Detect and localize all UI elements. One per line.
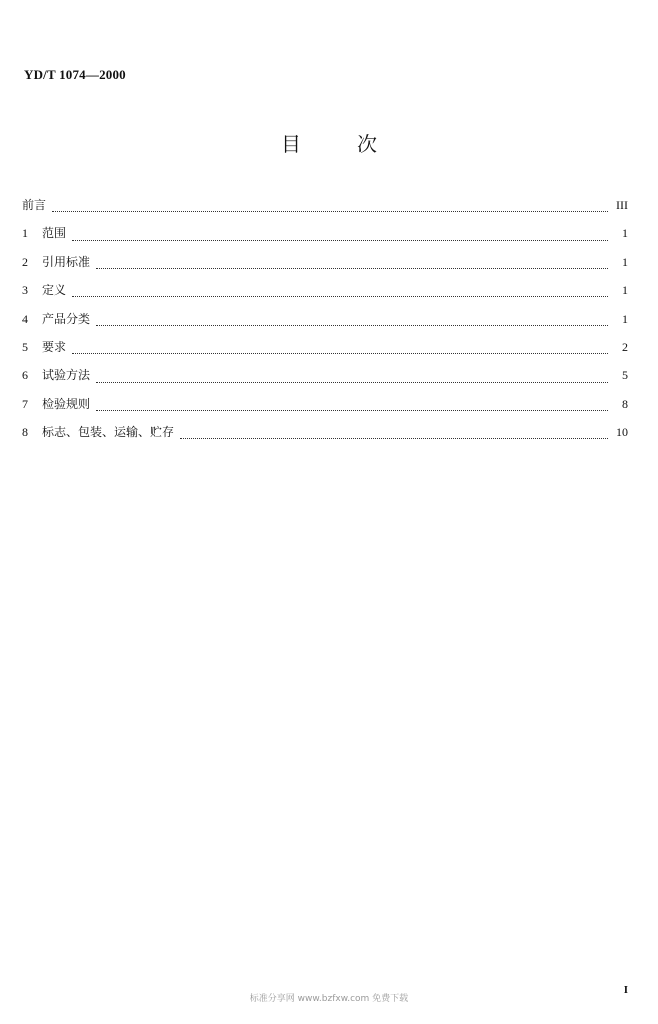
toc-entry-2[interactable] [22, 253, 628, 281]
toc-leader-dots [52, 204, 608, 216]
page-title [0, 128, 658, 157]
toc-entry-number: 2 [22, 254, 28, 269]
toc-entry-page: 5 [622, 368, 628, 383]
toc-entry-number: 7 [22, 396, 28, 411]
toc-entry-page: 8 [622, 396, 628, 411]
footer-watermark: 标准分享网 www.bzfxw.com 免费下载 [249, 994, 409, 1004]
toc-entry-page: 1 [622, 283, 628, 298]
toc-entry-label: 试验方法 [42, 368, 91, 383]
toc-entry-number: 5 [22, 339, 28, 354]
toc-entry-number: 1 [22, 226, 28, 241]
toc-entry-7[interactable] [22, 395, 628, 423]
toc-entry-page: III [616, 198, 628, 212]
toc-entry-1[interactable] [22, 224, 628, 252]
toc-entry-label: 要求 [42, 339, 67, 354]
toc-leader-dots [72, 233, 608, 245]
toc-entry-foreword[interactable] [22, 196, 628, 224]
toc-leader-dots [96, 403, 608, 415]
toc-entry-page: 2 [622, 339, 628, 354]
toc-entry-3[interactable] [22, 281, 628, 309]
toc-entry-page: 1 [622, 226, 628, 241]
toc-entry-4[interactable] [22, 310, 628, 338]
toc-leader-dots [180, 431, 608, 443]
page-number: I [623, 984, 628, 996]
toc-entry-page: 10 [616, 425, 628, 440]
toc-entry-page: 1 [622, 311, 628, 326]
toc-leader-dots [96, 318, 608, 330]
toc-entry-label: 产品分类 [42, 311, 91, 326]
toc-entry-label: 范围 [42, 226, 67, 241]
title-left-char: 目 [281, 132, 301, 156]
toc-leader-dots [96, 261, 608, 273]
toc-entry-label: 前言 [22, 198, 47, 212]
toc-entry-8[interactable] [22, 423, 628, 451]
toc-entry-number: 6 [22, 368, 28, 383]
toc-entry-label: 检验规则 [42, 396, 91, 411]
title-right-char: 次 [357, 132, 377, 156]
toc-leader-dots [72, 289, 608, 301]
toc-entry-page: 1 [622, 254, 628, 269]
toc-leader-dots [72, 346, 608, 358]
toc-entry-label: 定义 [42, 283, 67, 298]
table-of-contents [22, 196, 628, 452]
toc-leader-dots [96, 375, 608, 387]
toc-entry-label: 引用标准 [42, 254, 91, 269]
toc-entry-label: 标志、包装、运输、贮存 [42, 425, 175, 440]
toc-entry-5[interactable] [22, 338, 628, 366]
toc-entry-number: 8 [22, 425, 28, 440]
toc-entry-number: 3 [22, 283, 28, 298]
toc-entry-number: 4 [22, 311, 28, 326]
toc-entry-6[interactable] [22, 366, 628, 394]
standard-code: YD/T 1074—2000 [24, 67, 126, 82]
